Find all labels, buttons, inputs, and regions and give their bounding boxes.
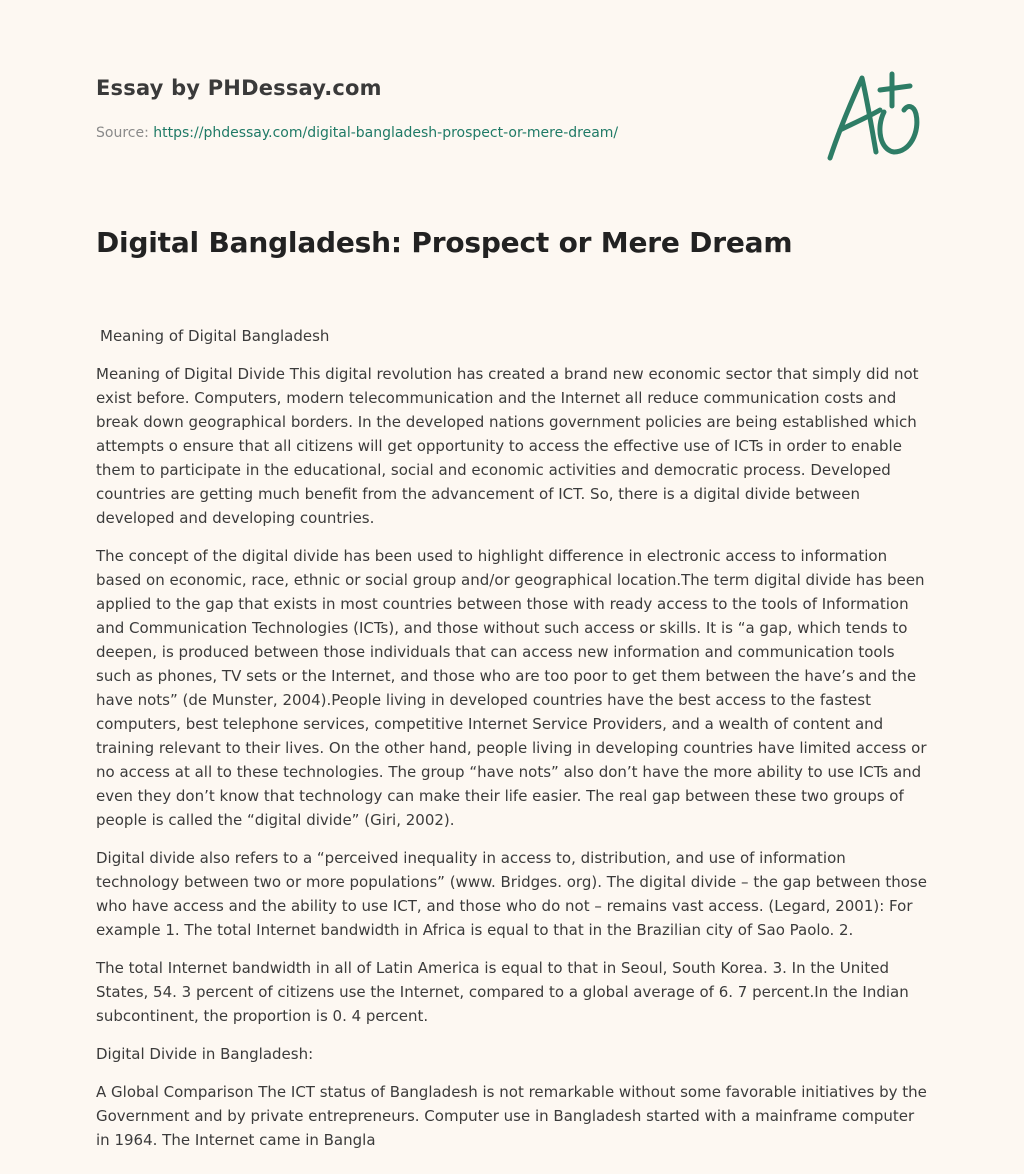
paragraph: Meaning of Digital Divide This digital revolution has created a brand new economic sector that simply did not exist before. Computers, modern telecommunication and the Internet all reduce communication costs and break down geographical borders. In the developed nations government policies are being established which attempts o ensure that all citizens will get opportunity to access the effective use of ICTs in order to enable them to participate in the educational, social and economic activities and democratic process. Developed countries are getting much benefit from the advancement of ICT. So, there is a digital divide between developed and developing countries. — [96, 365, 919, 527]
a-plus-logo-icon — [818, 66, 930, 166]
page-title: Digital Bangladesh: Prospect or Mere Dream — [96, 226, 793, 259]
paragraph: Digital divide also refers to a “perceived inequality in access to, distribution, and use of information technology between two or more populations” (www. Bridges. org). The digital divide – the gap between those who have access and the ability to use ICT, and those who do not – remains vast access. (Legard, 2001): For example 1. The total Internet bandwidth in Africa is equal to that in the Brazilian city of Sao Paolo. 2. — [96, 849, 927, 939]
source-line — [96, 125, 618, 141]
paragraph: The concept of the digital divide has been used to highlight difference in electronic access to information based on economic, race, ethnic or social group and/or geographical location.The term digital divide has been applied to the gap that exists in most countries between those with ready access to the tools of Information and Communication Technologies (ICTs), and those without such access or skills. It is “a gap, which tends to deepen, is produced between those individuals that can access new information and communication tools such as phones, TV sets or the Internet, and those who are too poor to get them between the have’s and the have nots” (de Munster, 2004).People living in developed countries have the best access to the fastest computers, best telephone services, competitive Internet Service Providers, and a wealth of content and training relevant to their lives. On the other hand, people living in developing countries have limited access or no access at all to these technologies. The group “have nots” also don’t have the more ability to use ICTs and even they don’t know that technology can make their life easier. The real gap between these two groups of people is called the “digital divide” (Giri, 2002). — [96, 547, 927, 829]
source-link[interactable]: https://phdessay.com/digital-bangladesh-prospect-or-mere-dream/ — [153, 125, 619, 141]
section-subheading: Meaning of Digital Bangladesh — [100, 327, 330, 345]
section-heading: Digital Divide in Bangladesh: — [96, 1045, 314, 1063]
source-label: Source: — [96, 125, 154, 141]
essay-body — [96, 324, 932, 1166]
paragraph: The total Internet bandwidth in all of Latin America is equal to that in Seoul, South Korea. 3. In the United States, 54. 3 percent of citizens use the Internet, compared to a global average of 6. 7 percent.In the Indian subcontinent, the proportion is 0. 4 percent. — [96, 959, 909, 1025]
paragraph: A Global Comparison The ICT status of Bangladesh is not remarkable without some favorable initiatives by the Government and by private entrepreneurs. Computer use in Bangladesh started with a mainframe computer in 1964. The Internet came in Bangla — [96, 1083, 927, 1149]
site-brand: Essay by PHDessay.com — [96, 76, 382, 100]
